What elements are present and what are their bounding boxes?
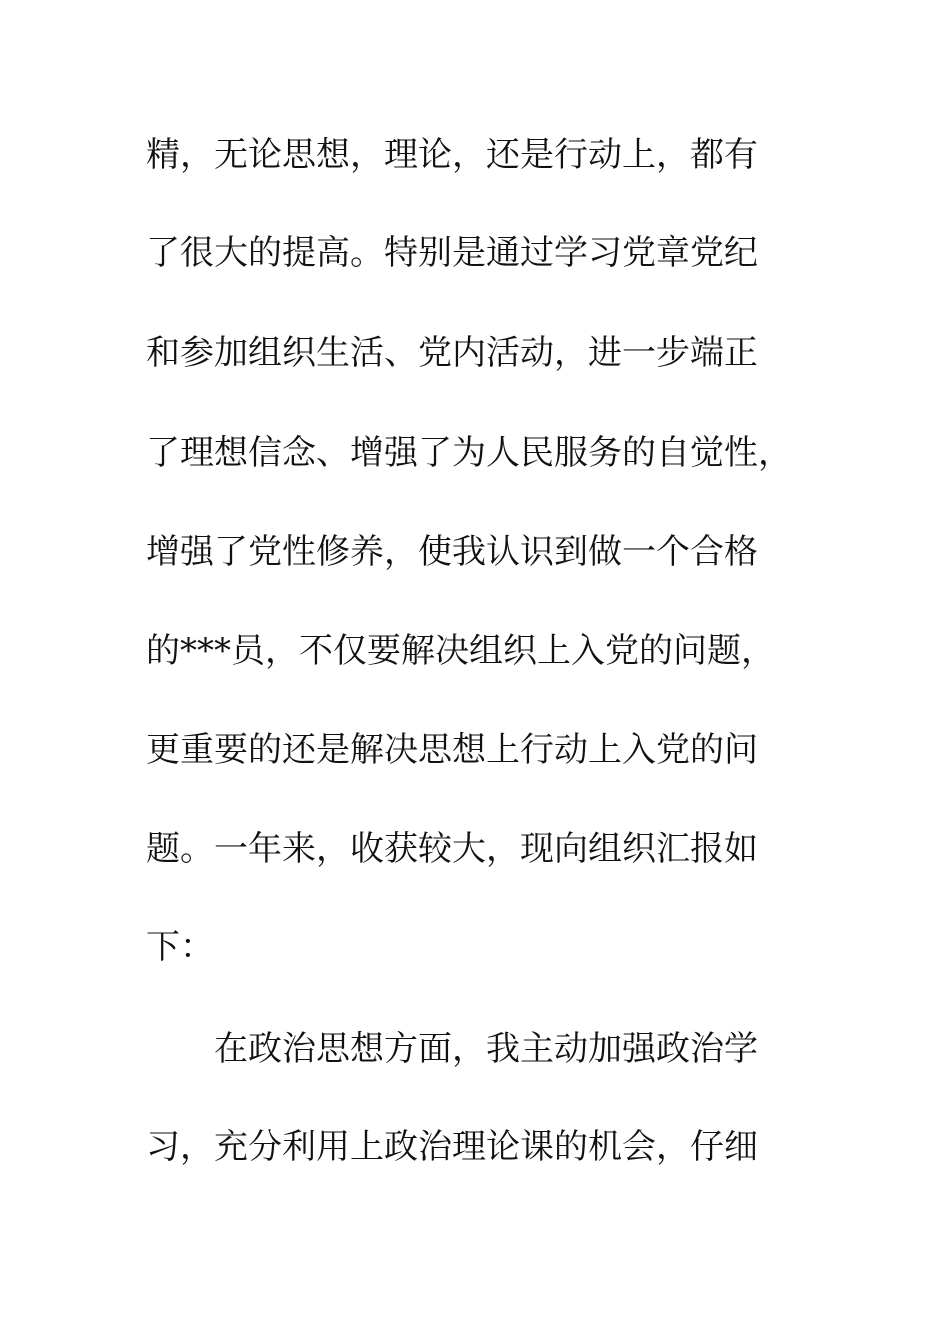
- text-line-3: 和参加组织生活、党内活动，进一步端正: [146, 333, 758, 373]
- text-line-6: 的***员，不仅要解决组织上入党的问题，: [146, 631, 775, 671]
- text-line-7: 更重要的还是解决思想上行动上入党的问: [146, 730, 758, 770]
- paragraph-start-line: 在政治思想方面，我主动加强政治学: [214, 1029, 758, 1069]
- text-line-9: 下：: [146, 927, 214, 967]
- text-line-8: 题。一年来，收获较大，现向组织汇报如: [146, 829, 758, 869]
- text-line-4: 了理想信念、增强了为人民服务的自觉性，: [146, 433, 792, 473]
- text-line-5: 增强了党性修养，使我认识到做一个合格: [146, 532, 758, 572]
- text-line-2: 了很大的提高。特别是通过学习党章党纪: [146, 233, 758, 273]
- text-line-11: 习，充分利用上政治理论课的机会，仔细: [146, 1127, 758, 1167]
- text-line-1: 精，无论思想，理论，还是行动上，都有: [146, 135, 758, 175]
